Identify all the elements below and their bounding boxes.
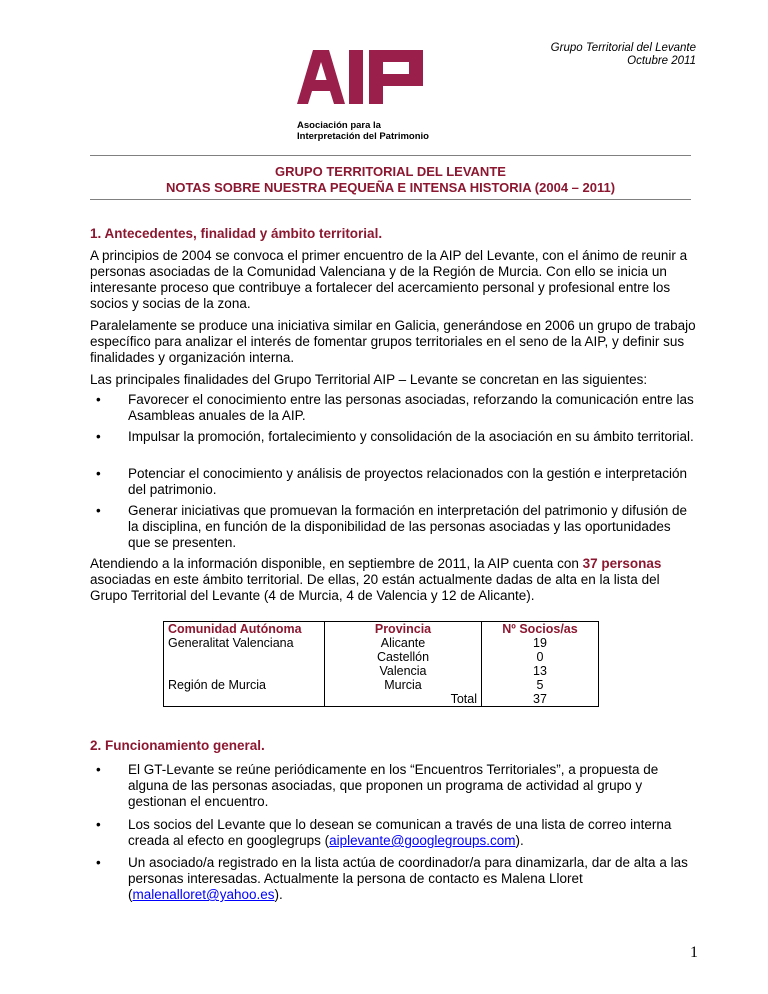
- table-cell: 13: [482, 664, 599, 678]
- table-row: [164, 664, 599, 678]
- table-total-row: [164, 692, 599, 707]
- table-header-cell: Nº Socios/as: [482, 622, 599, 637]
- list-item: [96, 429, 696, 445]
- section1-heading: 1. Antecedentes, finalidad y ámbito territorial.: [90, 226, 383, 241]
- bullet-icon: •: [96, 817, 101, 832]
- list-item-text: Potenciar el conocimiento y análisis de proyectos relacionados con la gestión e interpretación del patrimonio.: [128, 466, 688, 497]
- list-item: [96, 762, 696, 810]
- table-total-value: 37: [482, 692, 599, 707]
- list-item: [96, 503, 696, 551]
- table-cell: [164, 650, 325, 664]
- p4-text-start: Atendiendo a la información disponible, en septiembre de 2011, la AIP cuenta con: [90, 556, 583, 571]
- title-top-rule: [90, 155, 691, 156]
- logo-subtitle-line2: Interpretación del Patrimonio: [297, 131, 429, 142]
- list-item: [96, 855, 696, 903]
- p4-text-end: asociadas en este ámbito territorial. De ellas, 20 están actualmente dadas de alta en la lista del Grupo Territorial del Levante (4 de Murcia, 4 de Valencia y 12 de Alicante).: [90, 572, 660, 603]
- title-bottom-rule: [90, 199, 691, 200]
- table-cell: Murcia: [325, 678, 482, 692]
- section2-heading: 2. Funcionamiento general.: [90, 738, 265, 753]
- list-item: [96, 466, 696, 498]
- header-group-name: Grupo Territorial del Levante: [550, 42, 696, 54]
- table-row: [164, 650, 599, 664]
- bullet-icon: •: [96, 392, 101, 407]
- list-item-text: Generar iniciativas que promuevan la formación en interpretación del patrimonio y difusión de la disciplina, en función de la disponibilidad de las personas asociadas y las oportunidades que se presenten.: [128, 503, 688, 550]
- table-row: [164, 678, 599, 692]
- bullet-icon: •: [96, 762, 101, 777]
- table-cell: Región de Murcia: [164, 678, 325, 692]
- table-header-row: [164, 622, 599, 637]
- text-fragment: Los socios del Levante que lo desean se comunican a través de una lista de correo interna creada al efecto en googlegrups (: [128, 817, 672, 848]
- table-cell: Generalitat Valenciana: [164, 636, 325, 650]
- googlegroups-email-link[interactable]: aiplevante@googlegroups.com: [329, 833, 516, 848]
- table-cell: [164, 692, 325, 707]
- section1-paragraph-1: A principios de 2004 se convoca el primer encuentro de la AIP del Levante, con el ánimo de reunir a personas asociadas de la Comunidad Valenciana y de la Región de Murcia. Con ello se inicia un interesante proceso que contribuye a fortalecer del acercamiento personal y profesional entre los socios y socias de la zona.: [90, 248, 688, 311]
- members-table: [163, 621, 599, 707]
- table-cell: Castellón: [325, 650, 482, 664]
- table-cell: 0: [482, 650, 599, 664]
- doc-title: GRUPO TERRITORIAL DEL LEVANTE: [275, 164, 506, 179]
- logo-subtitle-line1: Asociación para la: [297, 120, 381, 131]
- text-fragment: ).: [274, 887, 283, 902]
- section1-paragraph-4: [90, 556, 696, 604]
- list-item-text: Impulsar la promoción, fortalecimiento y consolidación de la asociación en su ámbito territorial.: [128, 429, 694, 444]
- doc-subtitle: NOTAS SOBRE NUESTRA PEQUEÑA E INTENSA HISTORIA (2004 – 2011): [165, 180, 616, 195]
- logo-subtitle: [297, 120, 429, 142]
- bullet-icon: •: [96, 855, 101, 870]
- list-item-text: [128, 855, 696, 903]
- table-row: [164, 636, 599, 650]
- aip-logo: [297, 50, 437, 104]
- list-item-text: El GT-Levante se reúne periódicamente en los “Encuentros Territoriales”, a propuesta de alguna de las personas asociadas, que proponen un programa de actividad al grupo y gestionan el encuentro.: [128, 762, 659, 809]
- table-cell: [164, 664, 325, 678]
- contact-email-link[interactable]: malenalloret@yahoo.es: [132, 887, 275, 902]
- page-number: 1: [690, 944, 698, 961]
- table-cell: Alicante: [325, 636, 482, 650]
- list-item-text: Favorecer el conocimiento entre las personas asociadas, reforzando la comunicación entre las Asambleas anuales de la AIP.: [128, 392, 694, 423]
- table-header-cell: Provincia: [325, 622, 482, 637]
- bullet-icon: •: [96, 429, 101, 444]
- table-cell: Valencia: [325, 664, 482, 678]
- section1-paragraph-2: Paralelamente se produce una iniciativa similar en Galicia, generándose en 2006 un grupo de trabajo específico para analizar el interés de fomentar grupos territoriales en el seno de la AIP, y definir sus finalidades y organización interna.: [90, 318, 696, 365]
- table-total-label: Total: [325, 692, 482, 707]
- table-cell: 19: [482, 636, 599, 650]
- bullet-icon: •: [96, 503, 101, 518]
- bullet-icon: •: [96, 466, 101, 481]
- table-header-cell: Comunidad Autónoma: [164, 622, 325, 637]
- members-count-highlight: 37 personas: [582, 556, 662, 571]
- text-fragment: ).: [515, 833, 524, 848]
- page-header: [551, 42, 696, 68]
- section1-paragraph-3: Las principales finalidades del Grupo Territorial AIP – Levante se concretan en las siguientes:: [90, 372, 648, 387]
- list-item-text: [128, 817, 696, 849]
- list-item: [96, 817, 696, 849]
- header-date: Octubre 2011: [627, 55, 696, 67]
- text-fragment: Un asociado/a registrado en la lista actúa de coordinador/a para dinamizarla, dar de alta a las personas interesadas. Actualmente la persona de contacto es Malena Lloret (: [128, 855, 688, 902]
- list-item: [96, 392, 696, 424]
- table-cell: 5: [482, 678, 599, 692]
